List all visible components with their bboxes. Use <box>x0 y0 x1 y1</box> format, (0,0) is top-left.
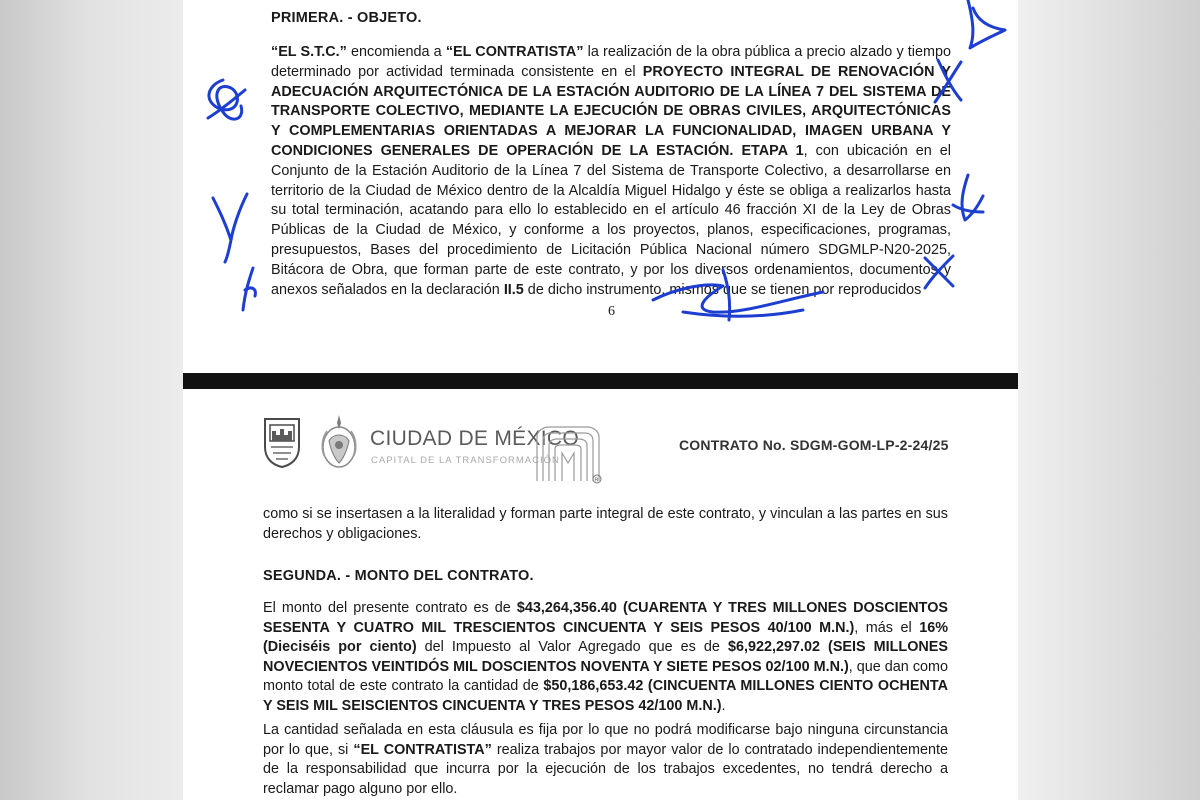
text-run: realiza trabajos por mayor valor de lo contratado independientemente de la responsabilidad que incurra por la ejecución de los trabajos excedentes, no tendrá derecho a reclamar pago alguno por ello. <box>263 741 948 797</box>
letterhead <box>263 409 953 489</box>
text-run: , más el <box>854 619 920 636</box>
clause-heading-segunda: SEGUNDA. - MONTO DEL CONTRATO. <box>263 568 534 584</box>
signature-mark-left-1 <box>208 80 245 119</box>
contract-amount: $43,264,356.40 (CUARENTA Y TRES MILLONES DOSCIENTOS SESENTA Y CUATRO MIL TRESCIENTOS CINCUENTA Y SEIS PESOS 40/100 M.N.) <box>263 600 948 636</box>
signature-mark-top-right <box>968 0 1005 48</box>
text-run: encomienda a <box>346 44 446 60</box>
text-run: la realización de la obra pública a precio alzado y tiempo determinado por actividad terminada consistente en el <box>271 44 951 80</box>
page-number: 6 <box>608 304 615 319</box>
stc-crest-logo <box>315 411 363 475</box>
declaration-ref: II.5 <box>503 281 524 298</box>
party-contratista: “EL CONTRATISTA” <box>445 44 584 60</box>
text-run: , que dan como monto total de este contrato la cantidad de <box>263 658 949 695</box>
contract-page-6 <box>183 0 1018 373</box>
text-run: de dicho instrumento, mismos que se tienen por reproducidos <box>523 281 922 298</box>
page-divider <box>183 373 1018 389</box>
party-stc: “EL S.T.C.” <box>271 44 347 60</box>
contract-number: CONTRATO No. SDGM-GOM-LP-2-24/25 <box>679 437 949 453</box>
clause-heading-primera: PRIMERA. - OBJETO. <box>271 10 422 26</box>
vat-amount: $6,922,297.02 (SEIS MILLONES NOVECIENTOS VEINTIDÓS MIL DOSCIENTOS NOVENTA Y SIETE PESOS 02/100 M.N.) <box>263 639 948 675</box>
clause-paragraph-objeto <box>271 43 951 300</box>
amount-paragraph <box>263 599 948 717</box>
text-run: , con ubicación en el Conjunto de la Estación Auditorio de la Línea 7 del Sistema de Transporte Colectivo, a desarrollarse en territorio de la Ciudad de México dentro de la Alcaldía Miguel Hidalgo y éste se obliga a realizarlos hasta su total terminación, acatando para ello lo establecido en el artículo 46 fracción XI de la Ley de Obras Públicas de la Ciudad de México, y conforme a los proyectos, planos, especificaciones, programas, presupuestos, Bases del procedimiento de Licitación Pública Nacional número SDGMLP-N20-2025, Bitácora de Obra, que forman parte de este contrato, y por los diversos ordenamientos, documentos y anexos señalados en la declaración <box>271 142 951 298</box>
text-run: El monto del presente contrato es de <box>263 600 517 616</box>
text-run: . <box>721 697 726 714</box>
contract-page-7 <box>183 389 1018 800</box>
signature-mark-right-tl <box>953 175 983 220</box>
text-run: La cantidad señalada en esta cláusula es fija por lo que no podrá modificarse bajo ninguna circunstancia por lo que, si <box>263 722 948 758</box>
cdmx-shield-logo <box>263 417 301 469</box>
metro-logo <box>533 423 603 485</box>
signature-mark-left-2 <box>213 194 247 262</box>
fixed-amount-paragraph <box>263 721 948 799</box>
svg-text:R: R <box>594 477 599 484</box>
signature-mark-left-3 <box>243 268 255 310</box>
project-title: PROYECTO INTEGRAL DE RENOVACIÓN Y ADECUACIÓN ARQUITECTÓNICA DE LA ESTACIÓN AUDITORIO DE LA LÍNEA 7 DEL SISTEMA DE TRANSPORTE COLECTIVO, MEDIANTE LA EJECUCIÓN DE OBRAS CIVILES, ARQUITECTÓNICAS Y COMPLEMENTARIAS ORIENTADAS A MEJORAR LA FUNCIONALIDAD, IMAGEN URBANA Y CONDICIONES GENERALES DE OPERACIÓN DE LA ESTACIÓN. ETAPA 1 <box>271 63 951 159</box>
org-title: CIUDAD DE MÉXICO <box>370 427 579 450</box>
vat-rate: 16% (Dieciséis por ciento) <box>263 619 948 656</box>
continuation-paragraph: como si se insertasen a la literalidad y forman parte integral de este contrato, y vinculan a las partes en sus derechos y obligaciones. <box>263 506 948 542</box>
total-amount: $50,186,653.42 (CINCUENTA MILLONES CIENTO OCHENTA Y SEIS MIL SEISCIENTOS CINCUENTA Y TRES PESOS 42/100 M.N.) <box>263 678 948 714</box>
party-contratista: “EL CONTRATISTA” <box>353 741 492 758</box>
org-subtitle: CAPITAL DE LA TRANSFORMACIÓN <box>371 455 560 466</box>
text-run: del Impuesto al Valor Agregado que es de <box>416 639 728 656</box>
